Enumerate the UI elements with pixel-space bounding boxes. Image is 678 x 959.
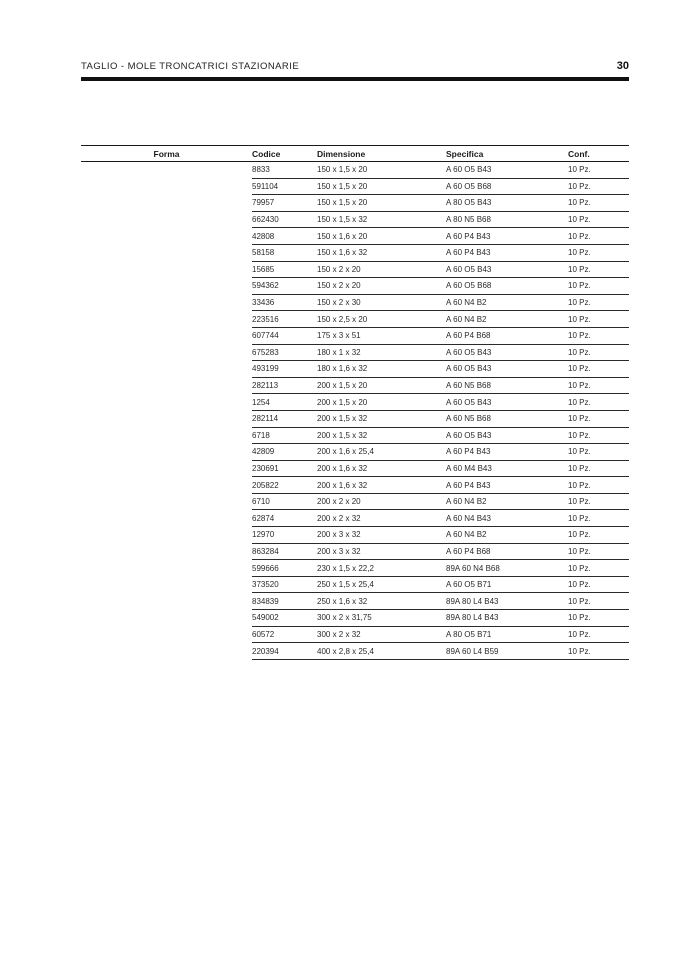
forma-cell bbox=[81, 576, 252, 593]
table-row bbox=[81, 361, 629, 378]
page-number: 30 bbox=[616, 60, 629, 72]
conf-cell: 10 Pz. bbox=[568, 178, 629, 195]
codice-cell: 863284 bbox=[252, 543, 317, 560]
table-row bbox=[81, 626, 629, 643]
table-row bbox=[81, 543, 629, 560]
forma-cell bbox=[81, 427, 252, 444]
dimensione-cell: 230 x 1,5 x 22,2 bbox=[317, 560, 446, 577]
table-row bbox=[81, 377, 629, 394]
conf-cell: 10 Pz. bbox=[568, 311, 629, 328]
conf-cell: 10 Pz. bbox=[568, 510, 629, 527]
table-row bbox=[81, 162, 629, 179]
forma-cell bbox=[81, 162, 252, 179]
codice-cell: 282114 bbox=[252, 410, 317, 427]
specifica-cell: A 60 O5 B71 bbox=[446, 576, 568, 593]
dimensione-cell: 175 x 3 x 51 bbox=[317, 327, 446, 344]
forma-cell bbox=[81, 278, 252, 295]
codice-cell: 549002 bbox=[252, 610, 317, 627]
codice-cell: 607744 bbox=[252, 327, 317, 344]
table-row bbox=[81, 327, 629, 344]
codice-cell: 6718 bbox=[252, 427, 317, 444]
specifica-cell: A 80 O5 B71 bbox=[446, 626, 568, 643]
conf-cell: 10 Pz. bbox=[568, 527, 629, 544]
specifica-cell: A 60 O5 B43 bbox=[446, 361, 568, 378]
forma-cell bbox=[81, 410, 252, 427]
dimensione-cell: 150 x 1,6 x 20 bbox=[317, 228, 446, 245]
table-row bbox=[81, 460, 629, 477]
table-row bbox=[81, 477, 629, 494]
specifica-cell: 89A 60 N4 B68 bbox=[446, 560, 568, 577]
codice-cell: 42809 bbox=[252, 444, 317, 461]
dimensione-cell: 200 x 1,5 x 20 bbox=[317, 377, 446, 394]
codice-cell: 834839 bbox=[252, 593, 317, 610]
dimensione-cell: 300 x 2 x 32 bbox=[317, 626, 446, 643]
dimensione-cell: 200 x 1,5 x 20 bbox=[317, 394, 446, 411]
forma-cell bbox=[81, 377, 252, 394]
forma-cell bbox=[81, 610, 252, 627]
table-row bbox=[81, 195, 629, 212]
table-row bbox=[81, 560, 629, 577]
conf-cell: 10 Pz. bbox=[568, 377, 629, 394]
dimensione-cell: 150 x 2,5 x 20 bbox=[317, 311, 446, 328]
dimensione-cell: 150 x 1,5 x 20 bbox=[317, 162, 446, 179]
forma-cell bbox=[81, 327, 252, 344]
forma-cell bbox=[81, 344, 252, 361]
forma-cell bbox=[81, 228, 252, 245]
specifica-cell: A 60 O5 B43 bbox=[446, 344, 568, 361]
specifica-cell: A 60 O5 B43 bbox=[446, 162, 568, 179]
forma-cell bbox=[81, 244, 252, 261]
codice-cell: 662430 bbox=[252, 211, 317, 228]
codice-cell: 223516 bbox=[252, 311, 317, 328]
forma-cell bbox=[81, 394, 252, 411]
codice-cell: 493199 bbox=[252, 361, 317, 378]
dimensione-cell: 150 x 2 x 20 bbox=[317, 278, 446, 295]
conf-cell: 10 Pz. bbox=[568, 344, 629, 361]
dimensione-cell: 150 x 1,6 x 32 bbox=[317, 244, 446, 261]
dimensione-cell: 200 x 2 x 20 bbox=[317, 493, 446, 510]
dimensione-cell: 150 x 2 x 30 bbox=[317, 294, 446, 311]
specifica-cell: A 60 P4 B43 bbox=[446, 244, 568, 261]
forma-cell bbox=[81, 261, 252, 278]
specifica-cell: A 60 P4 B43 bbox=[446, 444, 568, 461]
table-row bbox=[81, 410, 629, 427]
specifica-cell: 89A 80 L4 B43 bbox=[446, 593, 568, 610]
table-row bbox=[81, 178, 629, 195]
codice-cell: 205822 bbox=[252, 477, 317, 494]
header-rule bbox=[81, 77, 629, 81]
dimensione-cell: 180 x 1,6 x 32 bbox=[317, 361, 446, 378]
specifica-cell: A 60 O5 B43 bbox=[446, 394, 568, 411]
conf-cell: 10 Pz. bbox=[568, 460, 629, 477]
conf-cell: 10 Pz. bbox=[568, 610, 629, 627]
table-row bbox=[81, 211, 629, 228]
specifica-cell: A 80 O5 B43 bbox=[446, 195, 568, 212]
table-row bbox=[81, 394, 629, 411]
dimensione-cell: 150 x 1,5 x 20 bbox=[317, 178, 446, 195]
table-row bbox=[81, 228, 629, 245]
conf-cell: 10 Pz. bbox=[568, 294, 629, 311]
conf-cell: 10 Pz. bbox=[568, 361, 629, 378]
dimensione-cell: 250 x 1,5 x 25,4 bbox=[317, 576, 446, 593]
codice-cell: 6710 bbox=[252, 493, 317, 510]
forma-cell bbox=[81, 560, 252, 577]
dimensione-cell: 150 x 1,5 x 20 bbox=[317, 195, 446, 212]
codice-cell: 79957 bbox=[252, 195, 317, 212]
codice-cell: 62874 bbox=[252, 510, 317, 527]
dimensione-cell: 200 x 1,6 x 25,4 bbox=[317, 444, 446, 461]
forma-cell bbox=[81, 361, 252, 378]
table-row bbox=[81, 311, 629, 328]
conf-cell: 10 Pz. bbox=[568, 593, 629, 610]
forma-cell bbox=[81, 593, 252, 610]
forma-cell bbox=[81, 643, 252, 660]
table-row bbox=[81, 527, 629, 544]
codice-cell: 675283 bbox=[252, 344, 317, 361]
dimensione-cell: 400 x 2,8 x 25,4 bbox=[317, 643, 446, 660]
codice-cell: 591104 bbox=[252, 178, 317, 195]
specifica-cell: 89A 80 L4 B43 bbox=[446, 610, 568, 627]
table-row bbox=[81, 427, 629, 444]
specifica-cell: A 60 N5 B68 bbox=[446, 377, 568, 394]
conf-cell: 10 Pz. bbox=[568, 195, 629, 212]
table-row bbox=[81, 344, 629, 361]
dimensione-cell: 180 x 1 x 32 bbox=[317, 344, 446, 361]
conf-cell: 10 Pz. bbox=[568, 327, 629, 344]
codice-cell: 220394 bbox=[252, 643, 317, 660]
forma-cell bbox=[81, 626, 252, 643]
column-header-specifica: Specifica bbox=[446, 146, 568, 162]
dimensione-cell: 200 x 2 x 32 bbox=[317, 510, 446, 527]
conf-cell: 10 Pz. bbox=[568, 261, 629, 278]
dimensione-cell: 200 x 1,6 x 32 bbox=[317, 477, 446, 494]
conf-cell: 10 Pz. bbox=[568, 626, 629, 643]
specifica-cell: A 60 N4 B2 bbox=[446, 311, 568, 328]
conf-cell: 10 Pz. bbox=[568, 244, 629, 261]
column-header-codice: Codice bbox=[252, 146, 317, 162]
conf-cell: 10 Pz. bbox=[568, 410, 629, 427]
codice-cell: 282113 bbox=[252, 377, 317, 394]
table-row bbox=[81, 643, 629, 660]
column-header-forma: Forma bbox=[81, 146, 252, 162]
table-row bbox=[81, 593, 629, 610]
dimensione-cell: 200 x 1,5 x 32 bbox=[317, 410, 446, 427]
conf-cell: 10 Pz. bbox=[568, 427, 629, 444]
forma-cell bbox=[81, 543, 252, 560]
codice-cell: 58158 bbox=[252, 244, 317, 261]
conf-cell: 10 Pz. bbox=[568, 162, 629, 179]
table-row bbox=[81, 510, 629, 527]
codice-cell: 8833 bbox=[252, 162, 317, 179]
codice-cell: 33436 bbox=[252, 294, 317, 311]
codice-cell: 12970 bbox=[252, 527, 317, 544]
dimensione-cell: 200 x 3 x 32 bbox=[317, 543, 446, 560]
table-row bbox=[81, 244, 629, 261]
forma-cell bbox=[81, 477, 252, 494]
dimensione-cell: 200 x 1,6 x 32 bbox=[317, 460, 446, 477]
dimensione-cell: 300 x 2 x 31,75 bbox=[317, 610, 446, 627]
dimensione-cell: 150 x 2 x 20 bbox=[317, 261, 446, 278]
forma-cell bbox=[81, 460, 252, 477]
conf-cell: 10 Pz. bbox=[568, 211, 629, 228]
table-header-row bbox=[81, 146, 629, 162]
table-row bbox=[81, 261, 629, 278]
forma-cell bbox=[81, 527, 252, 544]
specifica-cell: A 60 P4 B43 bbox=[446, 228, 568, 245]
specifica-cell: A 60 P4 B43 bbox=[446, 477, 568, 494]
forma-cell bbox=[81, 211, 252, 228]
table-row bbox=[81, 294, 629, 311]
column-header-conf: Conf. bbox=[568, 146, 629, 162]
dimensione-cell: 150 x 1,5 x 32 bbox=[317, 211, 446, 228]
conf-cell: 10 Pz. bbox=[568, 560, 629, 577]
codice-cell: 373520 bbox=[252, 576, 317, 593]
dimensione-cell: 200 x 3 x 32 bbox=[317, 527, 446, 544]
specifica-cell: 89A 60 L4 B59 bbox=[446, 643, 568, 660]
codice-cell: 42808 bbox=[252, 228, 317, 245]
conf-cell: 10 Pz. bbox=[568, 643, 629, 660]
section-title: TAGLIO - MOLE TRONCATRICI STAZIONARIE bbox=[81, 61, 300, 72]
conf-cell: 10 Pz. bbox=[568, 228, 629, 245]
specifica-cell: A 60 O5 B43 bbox=[446, 427, 568, 444]
specifica-cell: A 60 P4 B68 bbox=[446, 543, 568, 560]
forma-cell bbox=[81, 294, 252, 311]
conf-cell: 10 Pz. bbox=[568, 394, 629, 411]
specifica-cell: A 60 N4 B2 bbox=[446, 527, 568, 544]
table-body bbox=[81, 162, 629, 660]
codice-cell: 594362 bbox=[252, 278, 317, 295]
specifica-cell: A 60 N4 B2 bbox=[446, 493, 568, 510]
specifica-cell: A 60 M4 B43 bbox=[446, 460, 568, 477]
table-row bbox=[81, 493, 629, 510]
conf-cell: 10 Pz. bbox=[568, 444, 629, 461]
page-header bbox=[81, 60, 629, 72]
specifica-cell: A 60 N4 B2 bbox=[446, 294, 568, 311]
forma-cell bbox=[81, 178, 252, 195]
conf-cell: 10 Pz. bbox=[568, 493, 629, 510]
specifica-cell: A 60 P4 B68 bbox=[446, 327, 568, 344]
specifica-cell: A 60 O5 B68 bbox=[446, 278, 568, 295]
specifica-cell: A 60 N5 B68 bbox=[446, 410, 568, 427]
column-header-dimensione: Dimensione bbox=[317, 146, 446, 162]
conf-cell: 10 Pz. bbox=[568, 543, 629, 560]
table-row bbox=[81, 444, 629, 461]
forma-cell bbox=[81, 493, 252, 510]
specifica-cell: A 80 N5 B68 bbox=[446, 211, 568, 228]
specifica-cell: A 60 O5 B68 bbox=[446, 178, 568, 195]
conf-cell: 10 Pz. bbox=[568, 576, 629, 593]
dimensione-cell: 200 x 1,5 x 32 bbox=[317, 427, 446, 444]
codice-cell: 599666 bbox=[252, 560, 317, 577]
specifica-cell: A 60 O5 B43 bbox=[446, 261, 568, 278]
codice-cell: 60572 bbox=[252, 626, 317, 643]
forma-cell bbox=[81, 510, 252, 527]
conf-cell: 10 Pz. bbox=[568, 278, 629, 295]
table-row bbox=[81, 610, 629, 627]
table-row bbox=[81, 576, 629, 593]
codice-cell: 230691 bbox=[252, 460, 317, 477]
product-table bbox=[81, 145, 629, 660]
codice-cell: 1254 bbox=[252, 394, 317, 411]
forma-cell bbox=[81, 444, 252, 461]
dimensione-cell: 250 x 1,6 x 32 bbox=[317, 593, 446, 610]
table-row bbox=[81, 278, 629, 295]
forma-cell bbox=[81, 311, 252, 328]
forma-cell bbox=[81, 195, 252, 212]
codice-cell: 15685 bbox=[252, 261, 317, 278]
specifica-cell: A 60 N4 B43 bbox=[446, 510, 568, 527]
conf-cell: 10 Pz. bbox=[568, 477, 629, 494]
